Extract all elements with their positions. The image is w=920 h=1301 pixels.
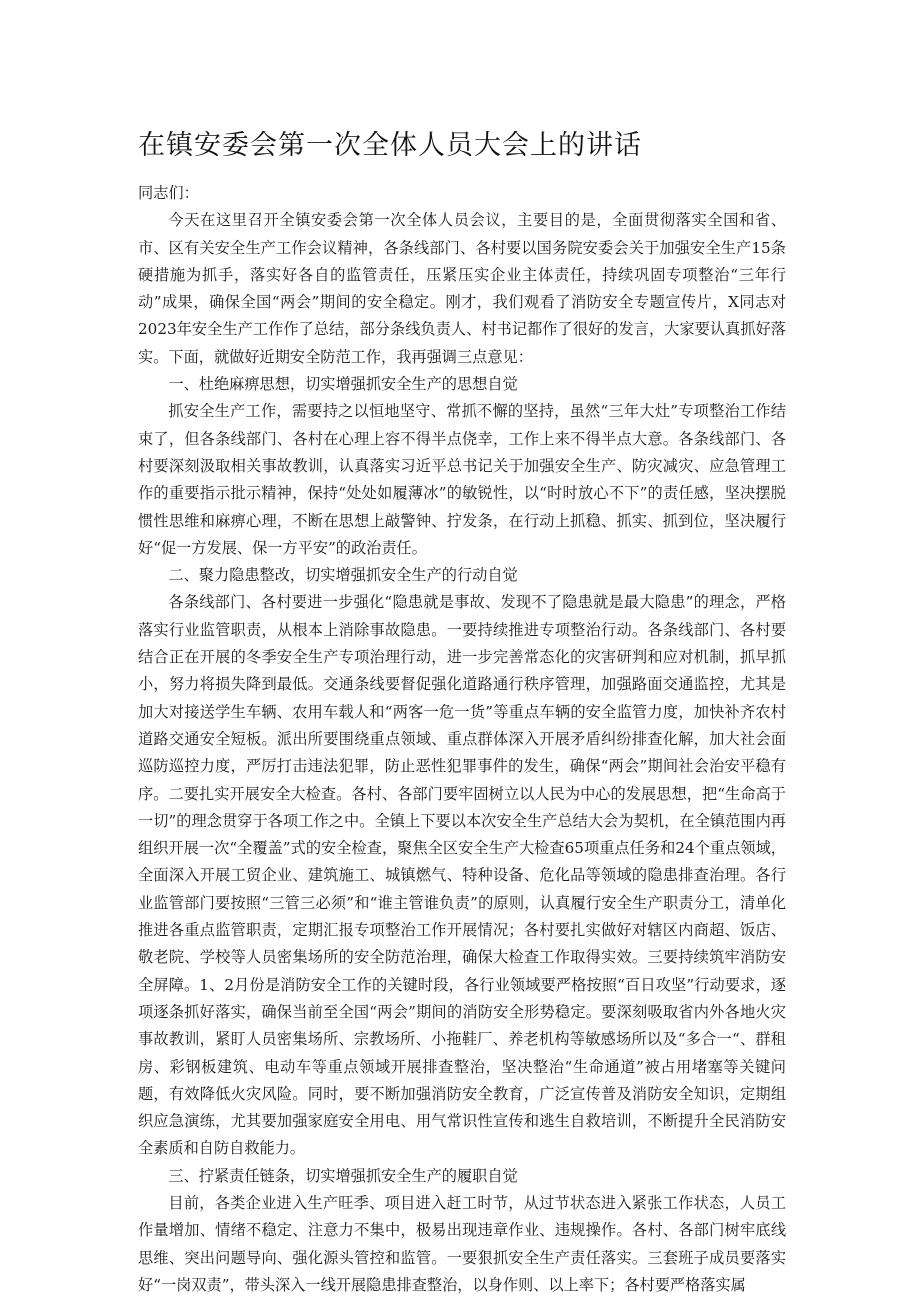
- section-2-heading: 二、聚力隐患整改，切实增强抓安全生产的行动自觉: [168, 566, 518, 585]
- intro-paragraph: 今天在这里召开全镇安委会第一次全体人员会议，主要目的是，全面贯彻落实全国和省、市、区有关安全生产工作会议精神，各条线部门、各村要以国务院安委会关于加强安全生产15条硬措施为抓手，落实好各自的监管责任，压紧压实企业主体责任，持续巩固专项整治“三年行动”成果，确保全国“两会”期间的安全稳定。刚才，我们观看了消防安全专题宣传片，X同志对2023年安全生产工作作了总结，部分条线负责人、村书记都作了很好的发言，大家要认真抓好落实。下面，就做好近期安全防范工作，我再强调三点意见：: [138, 211, 786, 366]
- section-2-paragraph: 各条线部门、各村要进一步强化“隐患就是事故、发现不了隐患就是最大隐患”的理念，严格落实行业监管职责，从根本上消除事故隐患。一要持续推进专项整治行动。各条线部门、各村要结合正在开展的冬季安全生产专项治理行动，进一步完善常态化的灾害研判和应对机制，抓早抓小，努力将损失降到最低。交通条线要督促强化道路通行秩序管理，加强路面交通监控，尤其是加大对接送学生车辆、农用车载人和“两客一危一货”等重点车辆的安全监管力度，加快补齐农村道路交通安全短板。派出所要围绕重点领域、重点群体深入开展矛盾纠纷排查化解，加大社会面巡防巡控力度，严厉打击违法犯罪，防止恶性犯罪事件的发生，确保“两会”期间社会治安平稳有序。二要扎实开展安全大检查。各村、各部门要牢固树立以人民为中心的发展思想，把“生命高于一切”的理念贯穿于各项工作之中。全镇上下要以本次安全生产总结大会为契机，在全镇范围内再组织开展一次“全覆盖”式的安全检查，聚焦全区安全生产大检查65项重点任务和24个重点领域，全面深入开展工贸企业、建筑施工、城镇燃气、特种设备、危化品等领域的隐患排查治理。各行业监管部门要按照“三管三必须”和“谁主管谁负责”的原则，认真履行安全生产职责分工，清单化推进各重点监管职责，定期汇报专项整治工作开展情况；各村要扎实做好对辖区内商超、饭店、敬老院、学校等人员密集场所的安全防范治理，确保大检查工作取得实效。三要持续筑牢消防安全屏障。1、2月份是消防安全工作的关键时段，各行业领域要严格按照“百日攻坚”行动要求，逐项逐条抓好落实，确保当前至全国“两会”期间的消防安全形势稳定。要深刻吸取省内外各地火灾事故教训，紧盯人员密集场所、宗教场所、小拖鞋厂、养老机构等敏感场所以及“多合一“、群租房、彩钢板建筑、电动车等重点领域开展排查整治，坚决整治“生命通道”被占用堵塞等关键问题，有效降低火灾风险。同时，要不断加强消防安全教育，广泛宣传普及消防安全知识，定期组织应急演练，尤其要加强家庭安全用电、用气常识性宣传和逃生自救培训，不断提升全民消防安全素质和自防自救能力。: [138, 593, 786, 1158]
- salutation: 同志们：: [138, 184, 199, 202]
- document-page: [138, 0, 786, 1299]
- section-3-heading: 三、拧紧责任链条，切实增强抓安全生产的履职自觉: [168, 1166, 518, 1185]
- section-3-paragraph: 目前，各类企业进入生产旺季、项目进入赶工时节，从过节状态进入紧张工作状态，人员工作量增加、情绪不稳定、注意力不集中，极易出现违章作业、违规操作。各村、各部门树牢底线思维、突出问题导向、强化源头管控和监管。一要狠抓安全生产责任落实。三套班子成员要落实好“一岗双责”，带头深入一线开展隐患排查整治，以身作则、以上率下；各村要严格落实属: [138, 1193, 786, 1294]
- section-1-paragraph: 抓安全生产工作，需要持之以恒地坚守、常抓不懈的坚持，虽然“三年大灶”专项整治工作结束了，但各条线部门、各村在心理上容不得半点侥幸，工作上来不得半点大意。各条线部门、各村要深刻汲取相关事故教训，认真落实习近平总书记关于加强安全生产、防灾减灾、应急管理工作的重要指示批示精神，保持“处处如履薄冰”的敏锐性，以“时时放心不下”的责任感，坚决摆脱惯性思维和麻痹心理，不断在思想上敲警钟、拧发条，在行动上抓稳、抓实、抓到位，坚决履行好“促一方发展、保一方平安”的政治责任。: [138, 402, 786, 557]
- section-1-heading: 一、杜绝麻痹思想，切实增强抓安全生产的思想自觉: [168, 375, 518, 394]
- document-title: 在镇安委会第一次全体人员大会上的讲话: [138, 130, 642, 161]
